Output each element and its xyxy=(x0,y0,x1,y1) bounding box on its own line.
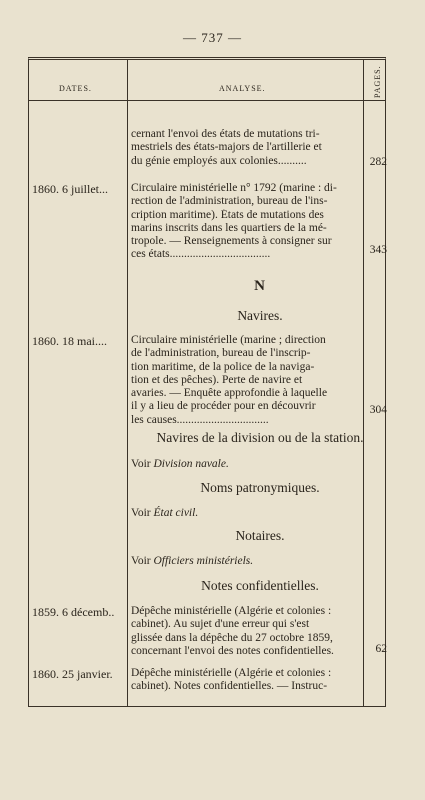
section-letter: N xyxy=(254,278,266,294)
entry-page: 282 xyxy=(369,156,387,168)
entry-date: 1860. 6 juillet... xyxy=(32,182,108,196)
header-pages: PAGES. xyxy=(373,65,382,98)
section-title: Notaires. xyxy=(235,528,285,543)
section-title: Noms patronymiques. xyxy=(200,480,320,495)
section-title: Navires. xyxy=(237,308,283,323)
column-divider-dates xyxy=(127,60,128,706)
see-also-reference: État civil. xyxy=(153,507,199,519)
entry-page: 304 xyxy=(369,404,387,416)
see-also: Voir Division navale. xyxy=(131,458,229,470)
see-also: Voir État civil. xyxy=(131,507,199,519)
section-title: Notes confidentielles. xyxy=(201,578,319,593)
section-title: Navires de la division ou de la station. xyxy=(156,430,364,445)
entry-text: Dépêche ministérielle (Algérie et colonies : cabinet). Au sujet d'une erreur qui s'est glissée dans la dépêche du 27 octobre 1859, concernant l'envoi des notes confidentielles. xyxy=(131,605,334,657)
column-divider-pages xyxy=(363,60,364,706)
page-number: — 737 — xyxy=(183,30,242,45)
entry-text: Circulaire ministérielle n° 1792 (marine : di- rection de l'administration, bureau de l'ins- cription maritime). États de mutations des marins inscrits dans les quartiers de la mé- tropole. — Renseignements à consigner sur ces états................................... xyxy=(131,182,337,261)
see-also-reference: Officiers ministériels. xyxy=(153,555,254,567)
see-also: Voir Officiers ministériels. xyxy=(131,555,254,567)
entry-date: 1859. 6 décemb.. xyxy=(32,605,115,619)
entry-text: cernant l'envoi des états de mutations tri- mestriels des états-majors de l'artillerie et du génie employés aux colonies.......... xyxy=(131,128,322,167)
header-dates: DATES. xyxy=(59,84,92,93)
header-divider xyxy=(29,100,385,101)
entry-date: 1860. 18 mai.... xyxy=(32,334,107,348)
see-also-reference: Division navale. xyxy=(153,458,229,470)
entry-text: Circulaire ministérielle (marine ; direction de l'administration, bureau de l'inscrip- tion maritime, de la police de la naviga- tion et des pêches). Perte de navire et avaries. — Enquête approfondie à laquelle il y a lieu de procéder pour en découvrir les causes................................ xyxy=(131,334,328,426)
entry-page: 343 xyxy=(369,244,387,256)
index-table xyxy=(28,57,386,707)
entry-text: Dépêche ministérielle (Algérie et colonies : cabinet). Notes confidentielles. — Instruc- xyxy=(131,667,332,693)
entry-page: 62 xyxy=(375,643,387,655)
header-analyse: ANALYSE. xyxy=(219,84,266,93)
entry-date: 1860. 25 janvier. xyxy=(32,667,113,681)
